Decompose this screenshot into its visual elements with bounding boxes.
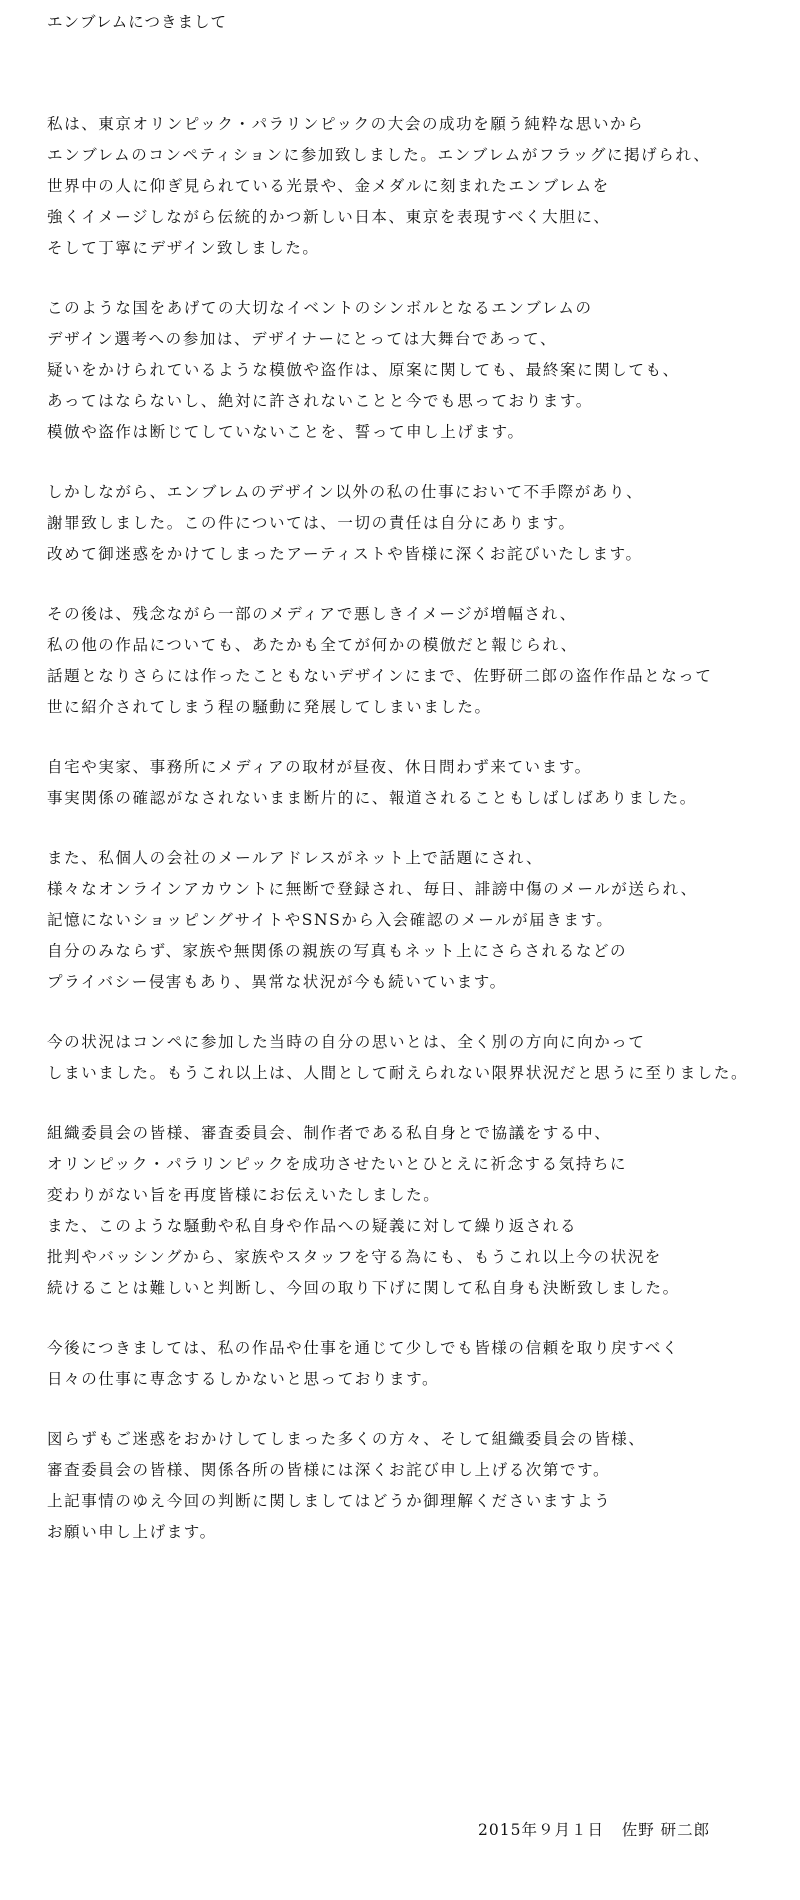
paragraph-line: 世界中の人に仰ぎ見られている光景や、金メダルに刻まれたエンブレムを [47, 177, 610, 195]
paragraph-line: お願い申し上げます。 [47, 1523, 217, 1541]
paragraph-line: 変わりがない旨を再度皆様にお伝えいたしました。 [47, 1186, 441, 1204]
paragraph-line: そして丁寧にデザイン致しました。 [47, 239, 320, 257]
paragraph [47, 752, 787, 814]
paragraph-line: 私の他の作品についても、あたかも全てが何かの模倣だと報じられ、 [47, 636, 578, 654]
paragraph-line: 今後につきましては、私の作品や仕事を通じて少しでも皆様の信頼を取り戻すべく [47, 1339, 680, 1357]
paragraph-line: 事実関係の確認がなされないまま断片的に、報道されることもしばしばありました。 [47, 789, 697, 807]
document-body [47, 109, 787, 1577]
paragraph-line: しまいました。もうこれ以上は、人間として耐えられない限界状況だと思うに至りました。 [47, 1064, 749, 1082]
paragraph [47, 1027, 787, 1089]
paragraph-line: 自分のみならず、家族や無関係の親族の写真もネット上にさらされるなどの [47, 942, 628, 960]
paragraph-line: 今の状況はコンペに参加した当時の自分の思いとは、全く別の方向に向かって [47, 1033, 646, 1051]
paragraph [47, 477, 787, 570]
paragraph-line: 組織委員会の皆様、審査委員会、制作者である私自身とで協議をする中、 [47, 1124, 612, 1142]
paragraph-line: 私は、東京オリンピック・パラリンピックの大会の成功を願う純粋な思いから [47, 115, 645, 133]
paragraph-line: 謝罪致しました。この件については、一切の責任は自分にあります。 [47, 514, 576, 532]
paragraph-line: 続けることは難しいと判断し、今回の取り下げに関して私自身も決断致しました。 [47, 1279, 680, 1297]
paragraph-line: 図らずもご迷惑をおかけしてしまった多くの方々、そして組織委員会の皆様、 [47, 1430, 646, 1448]
paragraph-line: 世に紹介されてしまう程の騒動に発展してしまいました。 [47, 698, 492, 716]
paragraph-line: その後は、残念ながら一部のメディアで悪しきイメージが増幅され、 [47, 605, 577, 623]
paragraph-line: 強くイメージしながら伝統的かつ新しい日本、東京を表現すべく大胆に、 [47, 208, 611, 226]
paragraph [47, 599, 787, 723]
signature-name: 佐野 研二郎 [621, 1821, 711, 1839]
paragraph-line: 疑いをかけられているような模倣や盗作は、原案に関しても、最終案に関しても、 [47, 361, 680, 379]
paragraph-line: また、私個人の会社のメールアドレスがネット上で話題にされ、 [47, 849, 544, 867]
paragraph [47, 843, 787, 998]
paragraph-line: 様々なオンラインアカウントに無断で登録され、毎日、誹謗中傷のメールが送られ、 [47, 880, 698, 898]
paragraph [47, 1118, 787, 1304]
paragraph-line: 自宅や実家、事務所にメディアの取材が昼夜、休日問わず来ています。 [47, 758, 592, 776]
paragraph-line: 模倣や盗作は断じてしていないことを、誓って申し上げます。 [47, 423, 525, 441]
paragraph-line: このような国をあげての大切なイベントのシンボルとなるエンブレムの [47, 299, 593, 317]
paragraph-line: デザイン選考への参加は、デザイナーにとっては大舞台であって、 [47, 330, 558, 348]
paragraph-line: プライバシー侵害もあり、異常な状況が今も続いています。 [47, 973, 507, 991]
paragraph-line: あってはならないし、絶対に許されないことと今でも思っております。 [47, 392, 593, 410]
paragraph-line: しかしながら、エンブレムのデザイン以外の私の仕事において不手際があり、 [47, 483, 644, 501]
paragraph-line: 上記事情のゆえ今回の判断に関しましてはどうか御理解くださいますよう [47, 1492, 612, 1510]
paragraph-line: エンブレムのコンペティションに参加致しました。エンブレムがフラッグに掲げられ、 [47, 146, 711, 164]
paragraph-line: また、このような騒動や私自身や作品への疑義に対して繰り返される [47, 1217, 578, 1235]
paragraph-line: 審査委員会の皆様、関係各所の皆様には深くお詫び申し上げる次第です。 [47, 1461, 611, 1479]
paragraph-line: 改めて御迷惑をかけてしまったアーティストや皆様に深くお詫びいたします。 [47, 545, 643, 563]
paragraph [47, 1333, 787, 1395]
paragraph [47, 109, 787, 264]
paragraph-line: オリンピック・パラリンピックを成功させたいとひとえに祈念する気持ちに [47, 1155, 628, 1173]
signature [478, 1820, 710, 1840]
signature-date: 2015年９月１日 [478, 1821, 604, 1839]
paragraph-line: 記憶にないショッピングサイトやSNSから入会確認のメールが届きます。 [47, 911, 614, 929]
document-title: エンブレムにつきまして [47, 13, 227, 31]
paragraph [47, 1424, 787, 1548]
paragraph [47, 293, 787, 448]
paragraph-line: 批判やバッシングから、家族やスタッフを守る為にも、もうこれ以上今の状況を [47, 1248, 662, 1266]
paragraph-line: 日々の仕事に専念するしかないと思っております。 [47, 1370, 440, 1388]
paragraph-line: 話題となりさらには作ったこともないデザインにまで、佐野研二郎の盗作作品となって [47, 667, 713, 685]
